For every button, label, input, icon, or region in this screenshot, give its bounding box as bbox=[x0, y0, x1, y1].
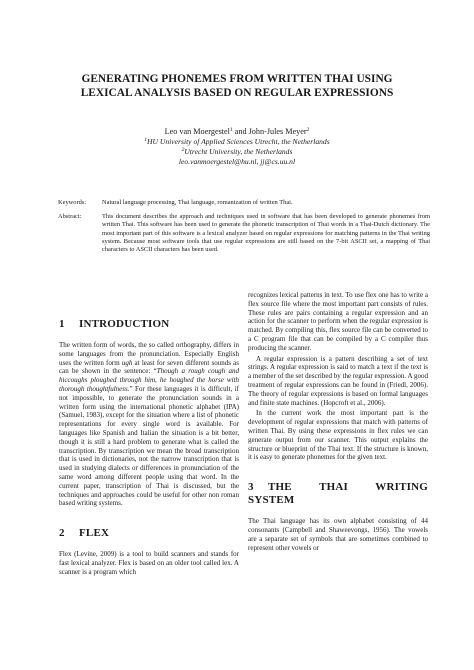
affiliation-2-text: Utrecht University, the Netherlands bbox=[184, 147, 293, 156]
regex-paragraph: A regular expression is a pattern describing a set of text strings. A regular expression is said to match a text if the text is a member of the set described by the regular expression. A good treatment of regular expressions can be found in (Friedl, 2006). The theory of regular expressions is based on formal languages and finite state machines. (Hopcroft et al., 2006). bbox=[248, 354, 428, 407]
keywords-block bbox=[58, 199, 430, 207]
intro-paragraph bbox=[59, 341, 239, 508]
author-1-sup: 1 bbox=[229, 127, 233, 133]
section-1-heading bbox=[59, 318, 239, 331]
intro-text-b: at least for seven different sounds as can be shown in the sentence: “ bbox=[59, 358, 240, 376]
author-2-sup: 2 bbox=[306, 127, 310, 133]
title-line-1: GENERATING PHONEMES FROM WRITTEN THAI USING bbox=[81, 73, 393, 85]
flex-continued-paragraph: recognizes lexical patterns in text. To use flex one has to write a flex source file where the most important part consists of rules. These rules are pairs containing a regular expression and an action for the scanner to perform when the regular expression is matched. By compiling this, flex source file can be converted to a C program file that can be compiled by a C compiler thus producing the scanner. bbox=[248, 291, 428, 352]
abstract-block bbox=[58, 213, 430, 254]
keywords-label: Keywords: bbox=[58, 199, 87, 206]
thai-writing-paragraph: The Thai language has its own alphabet consisting of 44 consonants (Campbell and Shaweevongs, 1956). The vowels are a separate set of symbols that are sometimes combined to represent other vowels or bbox=[248, 517, 428, 552]
affiliation-2-sup: 2 bbox=[181, 147, 185, 153]
section-2-title: FLEX bbox=[79, 527, 110, 540]
author-block bbox=[60, 127, 414, 167]
section-2-number: 2 bbox=[59, 527, 65, 540]
intro-text-a: The written form of words, the so called orthography, differs in some languages from the pronunciation. Especially English uses the written form bbox=[59, 341, 239, 367]
section-3-heading bbox=[248, 481, 428, 507]
author-2: John-Jules Meyer bbox=[248, 127, 307, 136]
abstract-label: Abstract: bbox=[58, 213, 82, 220]
left-column bbox=[59, 318, 239, 577]
section-1-number: 1 bbox=[59, 318, 65, 330]
intro-text-c: .” For these languages it is difficult, if not impossible, to generate the pronunciation sounds in a written form using the international phonetic alphabet (IPA) (Samuel, 1983), except for the situation where a list of phonetic representations for every single word is available. For languages like Spanish and Italian the situation is a bit better, though it is still a hard problem to generate what is called the transcription. By transcription we mean the broad transcription that is used in dictionaries, not the narrow transcription that is used in studying dialects or differences in pronunciation of the same word among different people using that word. In the current paper, transcription of Thai is discussed, but the techniques and approaches could be useful for other non roman based writing systems. bbox=[59, 384, 239, 508]
affiliation-2 bbox=[60, 147, 414, 157]
title-line-2: LEXICAL ANALYSIS BASED ON REGULAR EXPRESSIONS bbox=[80, 87, 394, 99]
intro-quote: Though a rough cough and hiccoughs ploughed through him, he houghed the horse with thorough thoughtfulness bbox=[59, 367, 239, 393]
section-3-number: 3 bbox=[248, 481, 254, 494]
paper-title bbox=[40, 72, 434, 100]
right-column bbox=[248, 291, 428, 552]
flex-paragraph: Flex (Levine, 2009) is a tool to build scanners and stands for fast lexical analyzer. Flex is based on an older tool called lex. A scanner is a program which bbox=[59, 550, 239, 576]
keywords-text: Natural language processing, Thai language, romanization of written Thai. bbox=[102, 199, 293, 206]
affiliation-1-text: HU University of Applied Sciences Utrecht, the Netherlands bbox=[147, 137, 330, 146]
intro-ugh: ugh bbox=[121, 358, 133, 367]
section-3-title: THE THAI WRITING SYSTEM bbox=[248, 481, 428, 507]
section-2-heading bbox=[59, 527, 239, 540]
author-and: and bbox=[232, 127, 249, 136]
affiliation-1-sup: 1 bbox=[144, 137, 148, 143]
author-emails: leo.vanmoergestel@hu.nl, jj@cs.uu.nl bbox=[178, 157, 296, 166]
author-names bbox=[60, 127, 414, 137]
affiliation-1 bbox=[60, 137, 414, 147]
author-1: Leo van Moergestel bbox=[164, 127, 230, 136]
section-1-title: INTRODUCTION bbox=[79, 318, 170, 330]
abstract-text: This document describes the approach and techniques used in software that has been developed to generate phonemes from written Thai. This software has been used to generate the phonetic transcription of Thai words in a Thai-Dutch dictionary. The most important part of this software is a lexical analyzer based on regular expressions for matching patterns in the Thai writing system. Because most software tools that use regular expressions are still based on the 7-bit ASCII set, a mapping of Thai characters to ASCII characters has been used. bbox=[102, 213, 430, 254]
current-work-paragraph: In the current work the most important part is the development of regular expressions that match with patterns of written Thai. By using these expressions in flex rules we can generate output from our scanner. This output explains the structure or blueprint of the Thai text. If the structure is known, it is easy to generate phonemes for the given text. bbox=[248, 409, 428, 462]
